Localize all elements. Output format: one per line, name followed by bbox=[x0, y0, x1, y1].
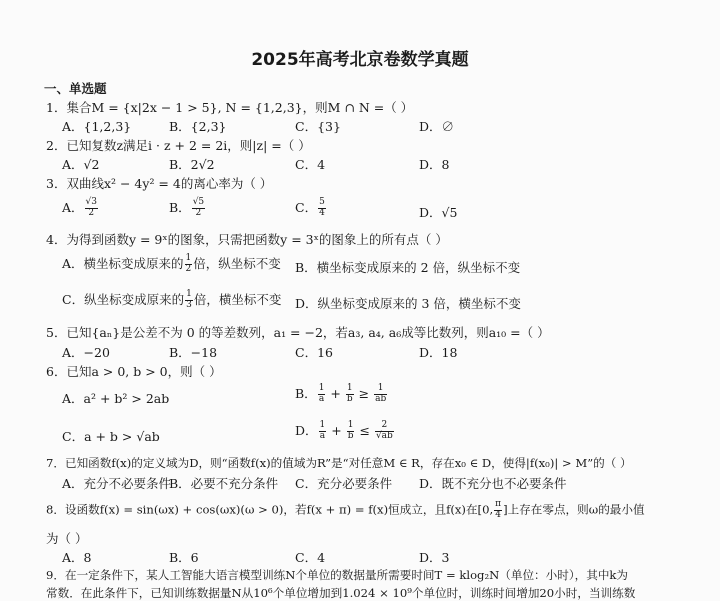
q4-option-b: B．横坐标变成原来的 2 倍，纵坐标不变 bbox=[295, 260, 521, 275]
q6-option-b: B． $\frac{1}{a}$ + $\frac{1}{b}$ ≥ $\frac{1}{ab}$ bbox=[295, 383, 387, 404]
q1-option-b: B．{2,3} bbox=[169, 119, 227, 134]
q8-option-b: B．6 bbox=[169, 550, 199, 565]
q6-option-d: D． $\frac{1}{a}$ + $\frac{1}{b}$ ≤ $\frac{2}{√ab}$ bbox=[295, 420, 393, 441]
q7-option-d: D．既不充分也不必要条件 bbox=[419, 476, 567, 491]
section-heading: 一、单选题 bbox=[44, 81, 107, 96]
q3-option-d: D．√5 bbox=[419, 205, 458, 220]
question-5-stem: 5．已知{aₙ}是公差不为 0 的等差数列，a₁ = −2，若a₃, a₄, a₆成等比数列，则a₁₀ =（ ） bbox=[46, 325, 550, 340]
q7-option-a: A．充分不必要条件 bbox=[62, 476, 172, 491]
q5-option-c: C．16 bbox=[295, 345, 333, 360]
question-8-stem: 8．设函数f(x) = sin(ωx) + cos(ωx)(ω > 0)，若f(x + π) = f(x)恒成立，且f(x)在[0, $\frac{\pi}{4}$ ]上存在零点，则ω的最小值 bbox=[46, 499, 645, 520]
q4-option-d: D．纵坐标变成原来的 3 倍，横坐标不变 bbox=[295, 296, 521, 311]
q2-option-d: D．8 bbox=[419, 157, 450, 172]
q5-option-d: D．18 bbox=[419, 345, 458, 360]
q8-option-a: A．8 bbox=[62, 550, 92, 565]
q2-option-c: C．4 bbox=[295, 157, 326, 172]
page-title: 2025年高考北京卷数学真题 bbox=[251, 50, 469, 70]
q3-option-c: C． $\frac{5}{4}$ bbox=[295, 197, 325, 218]
question-6-stem: 6．已知a > 0, b > 0，则（ ） bbox=[46, 364, 222, 379]
question-8-stem-continued: 为（ ） bbox=[46, 531, 88, 546]
question-1-stem: 1．集合M = {x|2x − 1 > 5}, N = {1,2,3}，则M ∩ N =（ ） bbox=[46, 100, 414, 115]
q3-option-a: A． $\frac{√3}{2}$ bbox=[62, 197, 97, 218]
q2-option-b: B．2√2 bbox=[169, 157, 215, 172]
q2-option-a: A．√2 bbox=[62, 157, 100, 172]
q6-option-a: A．a² + b² > 2ab bbox=[62, 391, 170, 406]
question-4-stem: 4．为得到函数y = 9ˣ的图象，只需把函数y = 3ˣ的图象上的所有点（ ） bbox=[46, 232, 448, 247]
q5-option-a: A．−20 bbox=[62, 345, 110, 360]
q7-option-b: B．必要不充分条件 bbox=[169, 476, 279, 491]
q5-option-b: B．−18 bbox=[169, 345, 218, 360]
q4-option-a: A．横坐标变成原来的 $\frac{1}{2}$ 倍，纵坐标不变 bbox=[62, 253, 281, 274]
q1-option-d: D．∅ bbox=[419, 119, 455, 134]
q7-option-c: C．充分必要条件 bbox=[295, 476, 393, 491]
q1-option-a: A．{1,2,3} bbox=[62, 119, 132, 134]
question-9-stem-continued: 常数．在此条件下，已知训练数据量N从10⁶个单位增加到1.024 × 10⁹个单位时，训练时间增加20小时，当训练数 bbox=[46, 586, 636, 600]
q6-option-c: C．a + b > √ab bbox=[62, 429, 160, 444]
question-2-stem: 2．已知复数z满足i · z + 2 = 2i，则|z| =（ ） bbox=[46, 138, 311, 153]
q8-option-c: C．4 bbox=[295, 550, 326, 565]
q1-option-c: C．{3} bbox=[295, 119, 341, 134]
q8-option-d: D．3 bbox=[419, 550, 450, 565]
question-3-stem: 3．双曲线x² − 4y² = 4的离心率为（ ） bbox=[46, 176, 273, 191]
question-7-stem: 7．已知函数f(x)的定义域为D，则“函数f(x)的值域为R”是“对任意M ∈ R，存在x₀ ∈ D，使得|f(x₀)| > M”的（ ） bbox=[46, 456, 632, 470]
q4-option-c: C．纵坐标变成原来的 $\frac{1}{3}$ 倍，横坐标不变 bbox=[62, 289, 282, 310]
question-9-stem: 9．在一定条件下，某人工智能大语言模型训练N个单位的数据量所需要时间T = klog₂N（单位：小时），其中k为 bbox=[46, 568, 629, 582]
q3-option-b: B． $\frac{√5}{2}$ bbox=[169, 197, 205, 218]
